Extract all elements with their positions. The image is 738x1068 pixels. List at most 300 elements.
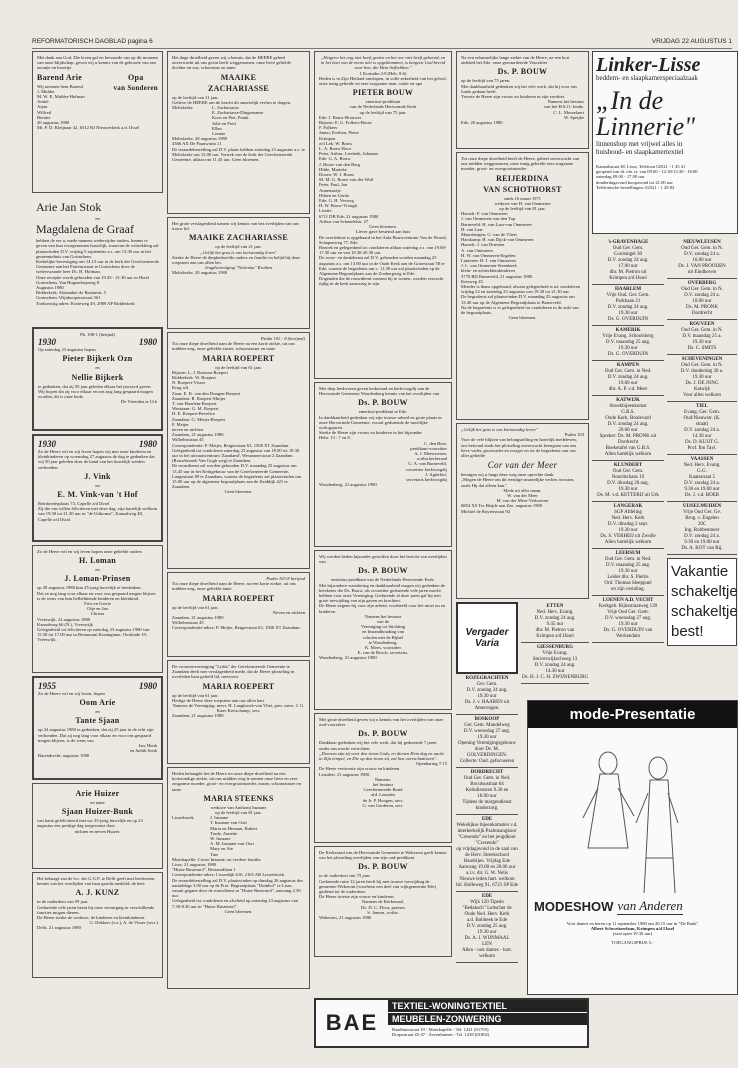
anniv-name-1: Arie Huizer bbox=[75, 789, 120, 798]
column-2 bbox=[167, 51, 310, 992]
death-correspondence: Correspondentie-adres: Lisserdijk 610, 2165 AR Lisserbroek. bbox=[172, 872, 286, 878]
anniv-kids: en Judith Sonk bbox=[129, 748, 157, 754]
death-note2: Liever gave bestemd aan huis bbox=[355, 229, 411, 235]
death-service3: Na de begrafenis is er gelegenheid tot condoleren in de aula van de begraafplaats. bbox=[461, 304, 579, 316]
death-intro: Tot onze diepe droefheid nam de Heere na een korte ziekte, uit ons midden weg, onze geliefde zuster, schoonzuster en tante bbox=[172, 341, 295, 352]
death-location: Zaandam, 21 augustus 1980 bbox=[172, 432, 224, 438]
church-service-title: SCHEVENINGEN bbox=[681, 357, 723, 362]
meeting-section-line: Amerongen. bbox=[474, 706, 500, 711]
death-body2: in de ouderdom van 59 jaar. bbox=[37, 899, 89, 905]
church-service-line: D.V. maandag 25 aug. bbox=[605, 340, 651, 345]
church-service-line: Ds. C. SMITS bbox=[687, 346, 717, 351]
meeting-section-line: Tijdens de morgendienst kinderzorg. bbox=[462, 800, 512, 811]
anniversary-50-vink bbox=[32, 434, 163, 542]
meeting-section-line: D.V. woensdag 27 aug. bbox=[463, 729, 511, 734]
death-city2: Moerkapelle: Corrie Inzaane, en verdere familie. bbox=[172, 856, 262, 862]
church-service-line: Brug. v. Engelen bbox=[685, 516, 719, 521]
church-service bbox=[667, 502, 737, 555]
anniv-name-1: J. Vink bbox=[84, 471, 111, 481]
church-service-line: Ds. A. KOT van Rij. bbox=[681, 546, 723, 551]
death-intro: Met diep leedwezen geven kerkeraad en kerkvoogdij van de Hervormde Gemeente Woudenberg kennis van het overlijden van bbox=[319, 386, 440, 397]
thanks-address: 6854 XS Ter Heijde aan Zee, augustus 1980 bbox=[461, 503, 542, 509]
vakantie-line: schakeltje bbox=[671, 603, 738, 620]
death-body2: op de leeftijd van 75 jaar. bbox=[359, 109, 407, 115]
death-location: Wekerom, 21 augustus 1980 bbox=[319, 915, 372, 921]
church-service-line: uit Eindhoven bbox=[687, 270, 717, 275]
anniv-kids: Jan, Henk bbox=[138, 743, 157, 749]
death-sign-list bbox=[461, 99, 584, 120]
engage-en: en bbox=[95, 216, 100, 221]
church-service-line: Boeketafel van G.B.S. bbox=[605, 446, 651, 451]
death-ref: Openbaring 7:15 bbox=[415, 761, 447, 767]
death-name: MARIA ROEPERT bbox=[202, 593, 275, 603]
death-city: Meliskerke bbox=[172, 105, 193, 111]
meeting-section bbox=[456, 715, 518, 768]
meeting-section-line: Allen - ook dames - hart. welkom bbox=[462, 948, 512, 959]
vakantie-line: Vakantie bbox=[671, 563, 729, 580]
death-family: Ede: J. Bouw-Brouwer bbox=[319, 114, 362, 120]
church-service-line: 19.30 uur bbox=[618, 311, 638, 316]
death-ref: Psalm 103:8 berijmd bbox=[266, 576, 305, 581]
wedding-kids: Frits en Gerrie bbox=[84, 601, 111, 607]
church-service-title: LOENEN A.D. VECHT bbox=[602, 598, 654, 603]
meeting-section-line: Wekelijkse bijeenkomsten v.d. interkerkelijk Psalmzangkoor "Cresendo" en het jeugdkoor "Cresendo" bbox=[456, 823, 518, 846]
birth-family: Arjan bbox=[37, 104, 48, 110]
death-family: F. Meijer bbox=[172, 421, 189, 427]
death-name: REIJERDINA bbox=[496, 173, 549, 183]
death-location: Meliskerke, 20 augustus 1980 bbox=[172, 270, 228, 276]
meeting-section bbox=[456, 674, 518, 715]
meeting-section-line: Krimpen a/d IJssel bbox=[536, 634, 574, 639]
church-service-line: Werkendam bbox=[615, 634, 641, 639]
death-family: Trudy, Annette bbox=[210, 830, 238, 836]
linker-line5: Kanaalstraat 38, Lisse, Telefoon 02521 - 1 45 41 bbox=[596, 164, 686, 169]
death-title: emeritus-predikant te Ede. bbox=[358, 409, 408, 415]
death-sign: W. Speijke bbox=[564, 114, 584, 120]
mode-presentatie-ad bbox=[527, 700, 738, 995]
death-family: Westzaan: G. M. Roepert bbox=[172, 406, 219, 412]
church-service-line: 14.30 uur bbox=[692, 434, 712, 439]
death-family: T. Inzaane-van Oort bbox=[210, 820, 247, 826]
death-name2: weduwe van Anthonij Inzaane bbox=[210, 804, 267, 810]
header-left: REFORMATORISCH DAGBLAD pagina 6 bbox=[32, 38, 153, 45]
death-service: De overledene is opgebaard in het Aula Bouwcentrum Van de Woerd, Schapenweg 77, Ede. bbox=[319, 234, 447, 245]
church-service-line: Katwijk bbox=[693, 387, 711, 392]
textiel-address2: Dorpsstraat 45-47 - Zevenhuizen - Tel. 1238 (01802) bbox=[392, 1032, 490, 1038]
meeting-section-title: ROZEGRACHTEN bbox=[465, 676, 509, 681]
death-zachariasse-family bbox=[167, 51, 310, 214]
church-service-line: 19.30 uur bbox=[618, 569, 638, 574]
meeting-section-title: BOSKOOP bbox=[474, 717, 500, 722]
meeting-section-line: Nieuwe leden hart. welkom bbox=[459, 877, 515, 882]
wedding-kids: Otje en Jan bbox=[87, 606, 108, 612]
death-name: Ds. P. BOUW bbox=[358, 862, 408, 872]
death-body: in de ouderdom van 75 jaar. bbox=[319, 873, 371, 879]
death-service: Gelegenheid tot condoleren zaterdag 23 augustus van 18.00 tot 18.30 uur in het uitvaartcentrum 'Zaanland', Westzanerstraat 2 Zaandam. (Rouwbezoek Van Gogh weg) te Zaandam. bbox=[172, 447, 300, 464]
church-service-title: LANGERAK bbox=[613, 504, 643, 509]
vakantie-line: schakeltje bbox=[671, 583, 738, 600]
birth-thanks: Met dank aan God, Die leven gaf en bewaarde ons op dit moment van onze blijdschap, geven wij u kennis van de geboorte van ons zoontje en broertje bbox=[37, 55, 158, 71]
death-body: sinds 16 maart 1971 bbox=[503, 195, 542, 201]
meeting-section bbox=[456, 815, 518, 892]
church-service bbox=[667, 402, 737, 455]
death-family: E. Zachariasse-Dingemanse bbox=[212, 110, 264, 116]
death-family: Ridderkerk: W. Roepert bbox=[172, 375, 216, 381]
meeting-section-line: op vrijdagavond in de zaal van de Herv. Streekschool Baudrijen. Vrijdag Ede bbox=[456, 847, 518, 864]
death-family: H. van Laar bbox=[461, 226, 483, 232]
anniv-ref: Pb. 108-1 (betijnd) bbox=[80, 332, 115, 337]
birth-name2: Wij noemen hem Barend bbox=[37, 83, 83, 89]
vakantie-ad bbox=[667, 558, 737, 646]
death-location: Meliskerke, 20 augustus 1980 bbox=[172, 136, 228, 142]
death-service2: Gelegenheid tot condoleren en afscheid op zaterdag 23 augustus van 7.30-8.30 uur in "Huize Bustenrol". bbox=[172, 898, 298, 909]
mode-title: mode-Presentatie bbox=[528, 701, 737, 728]
church-service-line: Ds. G. OVERDUIN bbox=[607, 317, 649, 322]
church-service-line: Dordrecht bbox=[691, 311, 713, 316]
church-service-title: KAMPEN bbox=[616, 363, 640, 368]
death-sign-list bbox=[319, 899, 447, 915]
meetings-sections bbox=[456, 674, 518, 963]
death-city: Lisserbroek bbox=[172, 815, 194, 821]
meeting-section-line: 9.45 uur bbox=[546, 622, 564, 627]
death-body3: op de leeftijd van 81 jaar. bbox=[499, 206, 546, 212]
death-intro: De vrouwenvereniging "Lydia" der Gereformeerde Gemeente te Zaandam deelt met verslagenheid mede, dat de Heere plotseling in overleden haar geliefd lid, mevrouw bbox=[172, 664, 295, 680]
death-intro: Tot onze diepe droefheid nam de Heere, na een korte ziekte, uit ons midden weg, onze geliefde tante bbox=[172, 581, 296, 592]
death-name: Ds. P. BOUW bbox=[358, 398, 408, 408]
death-bouw-school bbox=[314, 550, 452, 710]
death-sign: Namens het bestuur bbox=[364, 613, 402, 619]
death-body2: Sterke de Heere zijn vrouw en kinderen in het bijzonder bbox=[319, 430, 422, 436]
engage-name-2: Magdalena de Graaf bbox=[36, 222, 134, 237]
meeting-section bbox=[521, 602, 589, 643]
wedding-reception: Gelegenheid tot feliciteren op zaterdag 23 augustus 1980 van 15.30 tot 17.00 uur in Restaurant Koninginne, Oostkade 19, Vreeswijk. bbox=[37, 627, 150, 643]
church-service-line: 19.30 uur bbox=[618, 346, 638, 351]
death-roepert-lydia bbox=[167, 660, 310, 764]
death-body2: De Heere vertroeste zijn vrouw en kinderen. bbox=[319, 766, 401, 772]
death-body4: De Heere sterke de weduwe, de kinderen en kleinkinderen. bbox=[37, 915, 146, 921]
church-service-title: TIEL bbox=[696, 404, 708, 409]
church-service-line: Oud Ger. Gem. bbox=[612, 469, 644, 474]
church-service-line: D.V. zondag 24 aug. bbox=[607, 305, 649, 310]
death-family: H. W. van Ommeren-Engelen bbox=[461, 252, 516, 258]
death-name: Ds. P. BOUW bbox=[497, 67, 548, 77]
death-intro: Tot onze diepe droefheid heeft de Heere, geheel onverwacht van ons midden weggenomen, onze innig geliefde zeer zorgzame moeder, groot- en overgrootmoeder bbox=[461, 156, 580, 172]
death-family: Hilsen en Gerda bbox=[319, 192, 349, 198]
birth-opa2: van Sonderen bbox=[113, 83, 158, 92]
death-family: Jantzi, Evelien, Pieter bbox=[319, 130, 360, 136]
church-service-line: straat) bbox=[695, 422, 709, 427]
death-family: Hilde, Marieke bbox=[319, 166, 347, 172]
death-family: Hasselt: F. van Ommeren bbox=[461, 211, 508, 217]
meeting-section bbox=[456, 892, 518, 963]
anniv-sign: De Vrienden te Urk bbox=[121, 399, 157, 405]
church-service-line: Coolsingel 30 bbox=[614, 252, 642, 257]
death-sign: A. J. Meeuwesen, bbox=[414, 451, 447, 457]
anniv-address: Reinbrederplaats 73, Capelle a/d IJssel bbox=[38, 501, 110, 507]
meeting-section-line: Aanvang 19.00 en 20.00 uur bbox=[458, 865, 516, 870]
meeting-section-line: Oud Ger. Gem. in Ned. bbox=[463, 776, 511, 781]
meeting-section-line: LEN bbox=[482, 942, 492, 947]
church-service-line: 20C bbox=[697, 522, 707, 527]
death-family: Doorn: W. J. Bouw bbox=[319, 172, 355, 178]
page-header bbox=[32, 38, 732, 49]
mode-body: Voor dames en heren op 11 september 1980 om 20.15 uur in "De Rank" bbox=[566, 921, 699, 926]
church-service-title: UIJSELMUIDEN bbox=[682, 504, 722, 509]
anniv-name-2: Sjaan Huizer-Bunk bbox=[61, 807, 134, 817]
death-sign: G. Dekkers (v.z.), A. de Visser (secr.) bbox=[89, 920, 158, 926]
engage-address2: Gorinchem, Wijnkoopersstraat 361 bbox=[36, 295, 101, 301]
death-family: Zaandam: R. Roepert-Muijer bbox=[172, 395, 226, 401]
death-intro: De Kerkeraad van de Hervormde Gemeente te Wekerom geeft kennis van het plotseling overlijden van zijn oud-predikant bbox=[319, 850, 447, 861]
engage-body: hebben de eer u, mede namens wederzijdse ouders, kennis te geven van hun voorgenomen huwelijk, waarvan de voltrekking zal plaatsvinden D.V. vrijdag 5 september a.s. om 13.30 uur in het gemeentehuis van Gorinchem. bbox=[36, 238, 159, 259]
death-family: Krimpen bbox=[319, 135, 336, 141]
death-name: MARIA ROEPERT bbox=[202, 353, 275, 363]
death-note: Geen bloemen. bbox=[224, 908, 253, 914]
death-family: Barneveld: H. van Laar-van Ommeren bbox=[461, 221, 532, 227]
column-1 bbox=[32, 51, 163, 981]
meeting-section bbox=[521, 643, 589, 684]
mode-fee: TOEGANGSPRIJS 5,- bbox=[611, 939, 654, 945]
death-name: MAAIKE bbox=[220, 72, 257, 82]
meeting-section-line: 19.30 uur bbox=[477, 694, 497, 699]
death-sign: J. Agterhof, bbox=[425, 471, 447, 477]
meeting-section-title: EDE bbox=[481, 817, 493, 822]
church-service-line: D.V. zondag 24 a. bbox=[684, 252, 720, 257]
death-family: H. E. Roepert-Bevelice bbox=[172, 411, 215, 417]
death-family: W. Inzaane bbox=[210, 836, 231, 842]
thanks-van-der-meer bbox=[456, 423, 589, 599]
anniv-name-1: Oom Arie bbox=[79, 698, 116, 708]
church-service-line: Ds. J. v.d. BOER bbox=[684, 493, 720, 498]
church-service-title: KAMERIK bbox=[615, 328, 641, 333]
church-service-line: Allen hartelijk welkom bbox=[604, 540, 652, 545]
death-address: "Huize Bustenrol", Bestaurdlaan 1 bbox=[172, 867, 236, 873]
birth-announcement bbox=[32, 51, 163, 193]
church-service bbox=[592, 285, 664, 326]
church-service-line: 19.30 uur bbox=[618, 528, 638, 533]
church-service-line: Ds. J. VAN PROOIJEN bbox=[678, 264, 726, 269]
anniv-reception: Zij die ons willen feliciteren met deze dag, zijn hartelijk welkom van 19.30 tot 21.30 uur in "de Uitkomst", Kanaalweg 48, Capelle a/d IJssel. bbox=[38, 506, 158, 522]
vergader-varia-text: Vergader Varia bbox=[465, 627, 509, 649]
church-service-line: D.V. zondag 24 aug. bbox=[607, 258, 649, 263]
church-service-line: Streekbijeenkomst bbox=[609, 404, 647, 409]
death-service2: De begrafenis zal plaatsvinden D.V. maandag 25 augustus om 13.30 uur op de Algemene Begraafplaats te Barneveld. bbox=[461, 294, 575, 305]
church-service-line: D.V. zondag 24 aug. bbox=[607, 375, 649, 380]
death-intro: Heden behaagde het de Heere tot onze diepe droefheid na een kortstondige ziekte, uit ons midden weg te nemen onze lieve en zeer zorgzame moeder, groot- en overgrootmoeder, zuster, schoonzuster en tante bbox=[172, 771, 301, 792]
death-family: A. M. Inzaane-van Oort bbox=[210, 841, 255, 847]
death-sign: predikant-voorzitter bbox=[410, 445, 447, 451]
death-sign: G. van Gerderen, secr. bbox=[362, 802, 404, 808]
death-service4: Dogenden die de rouwdienst wensen bij te wonen, worden verzocht tijdig in de kerk aanwezig te zijn. bbox=[319, 276, 444, 287]
death-family: J. L. van Ommeren-Steenbeek bbox=[461, 263, 517, 269]
linker-inde: „In de bbox=[596, 86, 664, 115]
church-service-line: Leider dhr. S. Pietris bbox=[607, 575, 649, 580]
church-service-line: Voor allen welkom bbox=[683, 393, 721, 398]
church-service-line: Ds. J. DE JONG bbox=[685, 381, 719, 386]
death-family: Krug a/d bbox=[172, 385, 189, 391]
anniv-intro: Zo de Heere wil en wij leven, hopen bbox=[38, 691, 105, 696]
death-bouw-wekerom bbox=[314, 846, 452, 957]
death-family: L. Zachariasse bbox=[212, 105, 239, 111]
death-location: Woudenberg, 21 augustus 1980 bbox=[319, 482, 377, 488]
death-ref: Hebr. 13 : 7 en 8. bbox=[319, 435, 351, 441]
death-note: Geen bloemen. bbox=[369, 224, 397, 230]
church-service-line: D.V. zondag 24 a. bbox=[684, 481, 720, 486]
church-service-line: Oud Ger. Gem. in N. bbox=[681, 328, 723, 333]
death-note: Geen bloemen. bbox=[224, 489, 253, 495]
birth-family: Wilfred bbox=[37, 109, 52, 115]
death-body: Met bijzondere waardering en dankbaarheid mogen wij gedenken de betekenis die Ds. Bouw, als voorzitter gedurende vele jaren mocht hebben voor onze Vereniging. Gedurende al deze jaren gaf hij met grote toewijding van zijn gaven en krachten. bbox=[319, 582, 446, 604]
death-steenks bbox=[167, 767, 310, 989]
church-service-line: D.V. dinsdag 2 sept. bbox=[607, 522, 649, 527]
church-service bbox=[592, 396, 664, 461]
thanks-sign: M. van der Meer-Verhoeven bbox=[496, 498, 549, 504]
church-service-title: KLUNDERT bbox=[613, 463, 643, 468]
meetings-sections-b bbox=[521, 602, 589, 684]
death-location: Ede, 20 augustus 1980 bbox=[461, 120, 503, 126]
death-sign: afd. Leusden bbox=[371, 792, 395, 798]
meeting-section-line: D.V. zondag 24 aug. bbox=[466, 688, 508, 693]
death-address2: Arthur van Schendelstr. 27 bbox=[319, 218, 369, 224]
death-address: Wilhelmstraat 45 bbox=[172, 437, 204, 443]
meeting-section-line: D.V. zondag 24 aug. bbox=[534, 663, 576, 668]
death-ref: 1 Korinthe 2:9 (Heb. 8:6) bbox=[359, 70, 407, 76]
church-service bbox=[667, 320, 737, 355]
church-service-line: Vrije Oud Ger. Gem. bbox=[607, 610, 649, 615]
meetings-list-a bbox=[456, 602, 518, 1054]
anniv-en: en bbox=[95, 709, 100, 715]
death-name: MARIA ROEPERT bbox=[202, 681, 275, 691]
death-family: Peter, Paul, Jan bbox=[319, 182, 348, 188]
death-name2: ZACHARIASSE bbox=[207, 83, 270, 93]
wedding-name-2: J. Loman-Prinsen bbox=[64, 574, 131, 584]
death-location: Woudenberg, 21 augustus 1980 bbox=[319, 655, 377, 661]
church-service-title: HAARLEM bbox=[614, 287, 642, 292]
death-zachariasse-youth bbox=[167, 217, 310, 329]
death-family: Peter, Arthur, Liesbeth, Johanna bbox=[319, 151, 378, 157]
anniv-year-end: 1980 bbox=[139, 337, 157, 348]
death-roepert-family bbox=[167, 332, 310, 569]
church-service-line: Oude Kerk, Boulevard bbox=[605, 416, 651, 421]
church-service-title: KATWIJK bbox=[616, 398, 640, 403]
thanks-body2: betuigen wij u langs deze weg onze oprechte dank. bbox=[461, 472, 555, 478]
death-body: op de leeftijd van 21 jaar. bbox=[215, 244, 262, 250]
anniversary-25-huizer bbox=[32, 783, 163, 869]
death-note: Geen bloemen. bbox=[508, 315, 537, 321]
death-family: Annemartje bbox=[319, 187, 341, 193]
header-right: VRIJDAG 22 AUGUSTUS 1 bbox=[651, 38, 732, 45]
death-body2: op de leeftijd van 75 jaren. bbox=[461, 78, 511, 84]
church-service bbox=[667, 238, 737, 279]
church-service-line: D.V. maandag 25 a. bbox=[682, 334, 722, 339]
church-service-line: Spreker: Ds. M. PRONK uit Dordrecht bbox=[599, 434, 657, 445]
death-sign-list bbox=[319, 777, 447, 808]
meeting-section-line: 19.30 uur bbox=[477, 735, 497, 740]
death-body3: De Heere troeste zijn vrouw en kinderen. bbox=[319, 894, 395, 900]
church-service-line: Evang. Ger. Gem. bbox=[684, 410, 720, 415]
church-service-line: Ord. Thomas Sleeppuel bbox=[604, 581, 652, 586]
fashion-illustration bbox=[528, 728, 737, 898]
death-roepert-nephews bbox=[167, 572, 310, 657]
modeshow-label: MODESHOW bbox=[534, 899, 614, 914]
death-body2: Sterke de Heere de diepbedroefde ouders en familie en belijd bij deze roepstem aan ons allen het. bbox=[172, 254, 300, 266]
thanks-sign: Mede uit aller naam: bbox=[503, 487, 542, 493]
death-family: N. Roepert-Visser bbox=[172, 380, 206, 386]
church-service-line: Prof. Ibn Tayl. bbox=[687, 446, 717, 451]
death-quote: „Doorom zijn zij voor den troon Gods, en dienen Hem dag en nacht in Zijn tempel, en Die op den troon zit, zal hen overschaduwen". bbox=[319, 750, 444, 762]
church-service bbox=[592, 596, 664, 643]
death-location: Zaandam, 21 augustus 1980 bbox=[172, 713, 224, 719]
church-service-line: D.V. zondag 24 aug. bbox=[607, 422, 649, 427]
church-service bbox=[592, 326, 664, 361]
death-name: Ds. P. BOUW bbox=[358, 566, 408, 576]
meeting-section-line: Oude Ned. Herv. Kerk bbox=[464, 912, 510, 917]
church-service-line: Ds. G. OVERDUIN van bbox=[603, 628, 653, 633]
death-sign: C. L. Mosselaert bbox=[553, 109, 584, 115]
church-service-line: dhr. M. Pietron uit bbox=[609, 270, 647, 275]
church-service-title: LEERSUM bbox=[615, 551, 641, 556]
thanks-quote2: „Mogen de Heere om dit ernstige smartelijke verlies troosten, zoals Hij dat alleen kan." bbox=[461, 477, 575, 488]
death-body2: De Heere zegene hij voor zijn arbeid, voorbeeld voor het moet nu en kinderen. bbox=[319, 603, 446, 614]
meeting-section-line: 14.30 uur bbox=[545, 669, 565, 674]
church-service-line: D.V. zondag 24 a. bbox=[684, 293, 720, 298]
linker-line3: linnenshop met vrijwel alles in bbox=[596, 140, 683, 148]
meeting-section-line: Ger. Gem. Mandelweg bbox=[464, 723, 510, 728]
anniv-body: te gedenken, dat zij 50 jaar geleden elkaar het jawoord gaven. Wij hopen dat zij voor elkaar en ons nog lang gespaard mogen worden, dit is onze bede. bbox=[38, 383, 153, 400]
engage-name-1: Arie Jan Stok bbox=[36, 200, 102, 214]
death-address: Wilhelmstraat 45 bbox=[172, 620, 204, 626]
meeting-section-line: Ds. H. J. C. H. ZWIJNENBURG bbox=[521, 675, 589, 680]
meeting-section-line: "Bedaksch" Leitscher de bbox=[462, 906, 512, 911]
death-service2: De rouwdienst zal worden gehouden D.V. maandag 25 augustus om 13.45 uur in het Kerkgebouw van de Gereformeerde Gemeente, Langestraat 89 te Zaandam, waarna de begrafenis zal plaatsvinden om 15.00 uur op de algemene begraafplaats aan de Zuiddijk 421 te Zaandam. bbox=[172, 463, 302, 490]
church-service-line: Vrije Oud Ger. Ge. bbox=[683, 510, 721, 515]
death-body: Het behaagt van de h.v. der G.G.F. te Delft geeft met leedwezen kennis van het overlijden van haar geacht medelid, de heer bbox=[37, 876, 155, 887]
church-service-line: D.V. woensdag 27 aug. bbox=[604, 616, 652, 621]
mode-address2: (zaal open 19.30 uur) bbox=[612, 931, 653, 937]
church-service-line: D.V. zondag 24 a. bbox=[684, 428, 720, 433]
death-body2: Gelieve de HEERE om de kracht dit smartelijk verlies te dragen. bbox=[172, 99, 292, 105]
church-service-line: Kerkgeb. Rijksstraatweg 139 bbox=[598, 604, 658, 609]
death-family: Harskamp: H. van Dijck-van Ommeren bbox=[461, 237, 534, 243]
anniv-year-start: 1955 bbox=[38, 681, 56, 691]
death-title2: van de Nederlands Hervormde Kerk bbox=[349, 104, 417, 110]
death-body2: Gedurende ruim 12 jaren heeft hij met trouwe toewijding de gemeente Wekerom (voorheen een deel van wijkgemeente Ede) gediend tot de ouderdom. bbox=[319, 878, 437, 895]
meeting-section-line: Ds. A. J. WIJNMAAL bbox=[464, 936, 510, 941]
meeting-section-line: a.d. Bobbeek te Ede bbox=[466, 918, 508, 923]
birth-date: 20 augustus 1980 bbox=[37, 120, 70, 126]
meeting-section-title: ETTEN bbox=[546, 604, 564, 609]
church-service-line: 16.00 uur bbox=[692, 258, 712, 263]
death-family: A. van Ommeren bbox=[461, 247, 493, 253]
church-service-line: 17.00 uur bbox=[618, 264, 638, 269]
anniv-en: en bbox=[95, 365, 100, 371]
thanks-ref: Psalm 103 bbox=[564, 432, 584, 438]
church-service-line: Oud Ger. Gem. in Ned. bbox=[604, 369, 652, 374]
death-family: a/d Lek: W. Bouw bbox=[319, 140, 353, 146]
linker-line6: geopend van di. t/m vr. van 09.00 - 12.30/13.30 - 18.00 bbox=[596, 169, 698, 175]
meeting-section-title: DORDRECHT bbox=[470, 770, 504, 775]
death-sign: scholen met de Bijbel bbox=[363, 634, 403, 640]
death-intro: Wij werden heden bijzonder getroffen door het bericht van overlijden van bbox=[319, 554, 447, 565]
church-service-line: Parkbaan 21 bbox=[615, 299, 641, 304]
death-sign-list bbox=[319, 441, 447, 483]
death-bouw-hso bbox=[456, 51, 589, 149]
church-service-line: 10.00 uur bbox=[692, 299, 712, 304]
meeting-section-line: Ds. J. v. HAAREN uit bbox=[464, 700, 510, 705]
death-body: op de leeftijd van 61 jaar. bbox=[215, 364, 262, 370]
anniv-location: Barendrecht, augustus 1980 bbox=[38, 753, 90, 759]
textiel-ad bbox=[314, 998, 589, 1048]
